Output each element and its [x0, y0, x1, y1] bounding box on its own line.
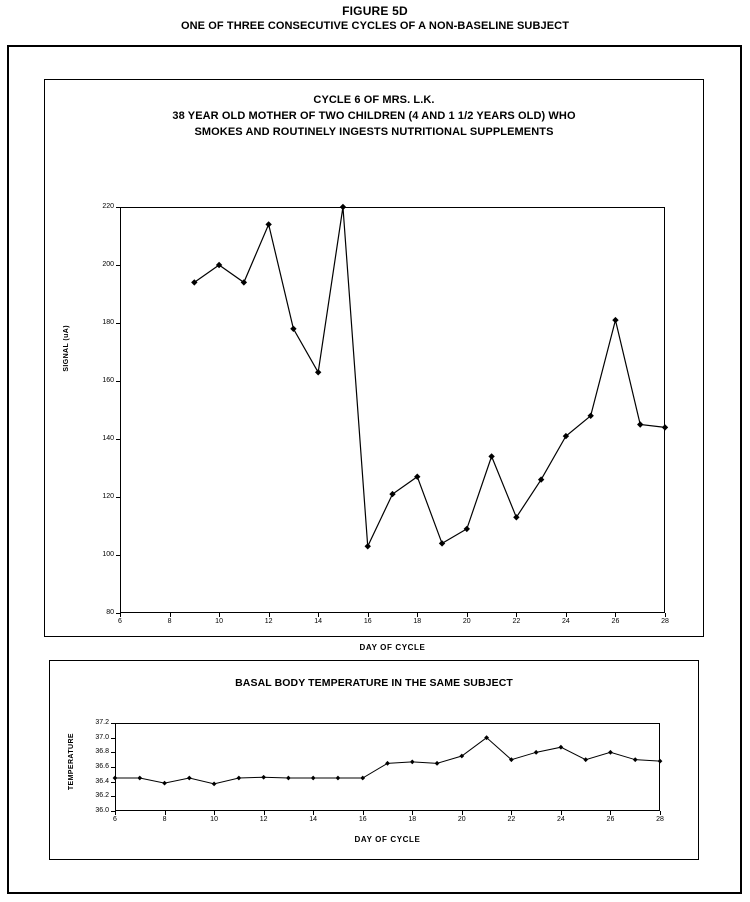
- x-tick-label: 16: [358, 816, 367, 823]
- signal-chart-panel: [44, 79, 704, 652]
- x-tick-label: 28: [656, 816, 664, 823]
- x-tick-mark: [313, 811, 314, 815]
- y-tick-mark: [111, 811, 115, 812]
- y-tick-label: 36.2: [95, 792, 109, 800]
- x-tick-label: 18: [408, 816, 417, 823]
- x-tick-label: 8: [162, 816, 167, 823]
- x-tick-label: 24: [562, 618, 570, 625]
- y-tick-label: 180: [102, 319, 114, 326]
- y-tick-mark: [111, 767, 115, 768]
- signal-series: [120, 207, 665, 613]
- y-tick-label: 37.2: [95, 719, 109, 726]
- x-tick-mark: [412, 811, 413, 815]
- signal-chart-title-line1: CYCLE 6 OF MRS. L.K.: [313, 94, 435, 106]
- x-tick-label: 20: [457, 816, 466, 823]
- y-tick-label: 100: [102, 551, 114, 558]
- x-tick-mark: [511, 811, 512, 815]
- y-tick-label: 160: [102, 377, 114, 384]
- x-tick-label: 12: [259, 816, 268, 823]
- x-tick-label: 20: [462, 618, 471, 625]
- figure-frame: [7, 45, 742, 894]
- signal-chart-title-line2: 38 YEAR OLD MOTHER OF TWO CHILDREN (4 AND 1 1/2 YEARS OLD) WHO: [172, 110, 576, 122]
- x-tick-mark: [615, 613, 616, 617]
- x-tick-mark: [269, 613, 270, 617]
- x-tick-mark: [566, 613, 567, 617]
- y-tick-mark: [116, 207, 120, 208]
- x-tick-mark: [170, 613, 171, 617]
- x-tick-label: 28: [661, 618, 669, 625]
- y-tick-label: 36.0: [95, 807, 109, 814]
- x-tick-label: 14: [309, 816, 318, 823]
- x-tick-label: 18: [413, 618, 422, 625]
- y-tick-mark: [116, 381, 120, 382]
- y-tick-mark: [111, 796, 115, 797]
- signal-chart-title-line3: SMOKES AND ROUTINELY INGESTS NUTRITIONAL SUPPLEMENTS: [194, 126, 554, 138]
- x-tick-label: 16: [363, 618, 372, 625]
- x-tick-mark: [610, 811, 611, 815]
- x-tick-label: 26: [606, 816, 615, 823]
- y-tick-label: 36.6: [95, 763, 109, 770]
- y-tick-label: 120: [102, 493, 114, 500]
- y-tick-mark: [116, 497, 120, 498]
- y-tick-mark: [111, 782, 115, 783]
- x-tick-mark: [462, 811, 463, 815]
- x-tick-label: 22: [512, 618, 521, 625]
- x-tick-mark: [516, 613, 517, 617]
- y-tick-label: 36.4: [95, 777, 109, 785]
- figure-header: [0, 0, 750, 34]
- y-tick-mark: [111, 738, 115, 739]
- signal-x-axis-label: DAY OF CYCLE: [359, 643, 426, 652]
- y-tick-mark: [111, 723, 115, 724]
- signal-plot-wrap: [120, 207, 665, 613]
- x-tick-label: 12: [264, 618, 273, 625]
- figure-title: FIGURE 5D: [342, 4, 408, 18]
- x-tick-mark: [368, 613, 369, 617]
- x-tick-mark: [214, 811, 215, 815]
- x-tick-label: 24: [557, 816, 565, 823]
- x-tick-label: 10: [210, 816, 218, 823]
- x-tick-mark: [665, 613, 666, 617]
- y-tick-label: 80: [106, 609, 114, 616]
- y-tick-label: 37.0: [95, 733, 109, 741]
- x-tick-label: 6: [118, 618, 122, 625]
- temperature-plot-wrap: [115, 723, 660, 811]
- y-tick-mark: [116, 323, 120, 324]
- x-tick-mark: [165, 811, 166, 815]
- x-tick-label: 10: [215, 618, 223, 625]
- x-tick-label: 26: [611, 618, 620, 625]
- y-tick-mark: [116, 555, 120, 556]
- x-tick-mark: [318, 613, 319, 617]
- x-tick-mark: [467, 613, 468, 617]
- x-tick-label: 8: [167, 618, 172, 625]
- x-tick-mark: [561, 811, 562, 815]
- figure-subtitle: ONE OF THREE CONSECUTIVE CYCLES OF A NON-BASELINE SUBJECT: [180, 20, 570, 32]
- x-tick-mark: [219, 613, 220, 617]
- x-tick-mark: [115, 811, 116, 815]
- x-tick-mark: [660, 811, 661, 815]
- temperature-chart-title: BASAL BODY TEMPERATURE IN THE SAME SUBJECT: [235, 677, 513, 689]
- y-tick-label: 36.8: [95, 748, 109, 756]
- x-tick-mark: [120, 613, 121, 617]
- y-tick-label: 140: [102, 435, 114, 442]
- x-tick-label: 14: [314, 618, 323, 625]
- y-tick-label: 200: [102, 261, 114, 268]
- y-tick-mark: [116, 265, 120, 266]
- x-tick-label: 22: [507, 816, 516, 823]
- y-tick-mark: [116, 439, 120, 440]
- temperature-x-axis-label: DAY OF CYCLE: [354, 835, 421, 844]
- x-tick-mark: [417, 613, 418, 617]
- y-tick-label: 220: [102, 203, 114, 210]
- y-tick-mark: [111, 752, 115, 753]
- x-tick-label: 6: [113, 816, 117, 823]
- temperature-chart-panel: [49, 660, 699, 860]
- y-tick-mark: [116, 613, 120, 614]
- x-tick-mark: [363, 811, 364, 815]
- signal-chart-title: [45, 92, 703, 140]
- x-tick-mark: [264, 811, 265, 815]
- temperature-series: [115, 723, 660, 811]
- signal-y-axis-label: SIGNAL (uA): [63, 325, 70, 372]
- temperature-y-axis-label: TEMPERATURE: [68, 733, 75, 791]
